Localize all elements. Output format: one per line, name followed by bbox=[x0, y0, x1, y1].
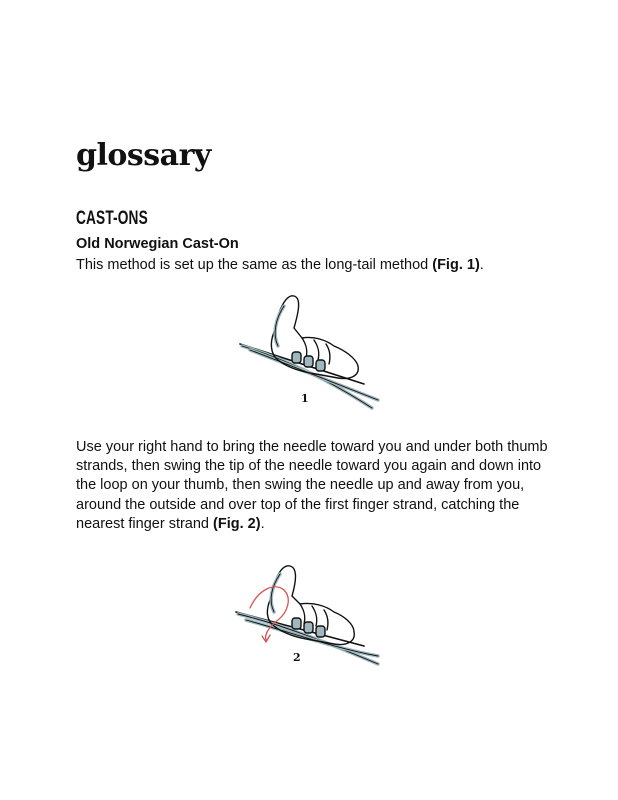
stitch-loop bbox=[304, 622, 313, 633]
page-title: glossary bbox=[76, 138, 211, 173]
thumb-loop bbox=[275, 306, 284, 346]
finger bbox=[326, 344, 330, 364]
thumb-loop bbox=[271, 574, 280, 612]
section-heading: CAST-ONS bbox=[76, 208, 148, 229]
fig-1-reference: (Fig. 1) bbox=[432, 257, 480, 273]
finger bbox=[302, 338, 307, 358]
paragraph-2 bbox=[76, 438, 556, 534]
stitch-loop bbox=[316, 626, 325, 637]
subheading: Old Norwegian Cast-On bbox=[76, 236, 239, 252]
figure-2-illustration bbox=[230, 560, 380, 668]
yarn-strand bbox=[250, 350, 378, 400]
figure-1-label: 1 bbox=[301, 392, 309, 405]
fig-2-reference: (Fig. 2) bbox=[213, 515, 261, 532]
finger bbox=[314, 340, 319, 360]
paragraph-1-text: This method is set up the same as the long-tail method bbox=[76, 257, 433, 273]
stitch-loop bbox=[292, 618, 301, 629]
paragraph-2-text: Use your right hand to bring the needle toward you and under both thumb strands, then swing the tip of the needle toward you again and down into the loop on your thumb, then swing the needle up and away from you, around the outside and over top of the first finger strand, catching the nearest finger strand bbox=[76, 439, 548, 532]
figure-2-label: 2 bbox=[293, 651, 301, 664]
stitch-loop bbox=[304, 356, 313, 367]
paragraph-1 bbox=[76, 256, 556, 275]
paragraph-1-end: . bbox=[479, 257, 484, 273]
paragraph-2-end: . bbox=[260, 515, 265, 532]
stitch-loop bbox=[292, 352, 301, 363]
stitch-loop bbox=[316, 360, 325, 371]
